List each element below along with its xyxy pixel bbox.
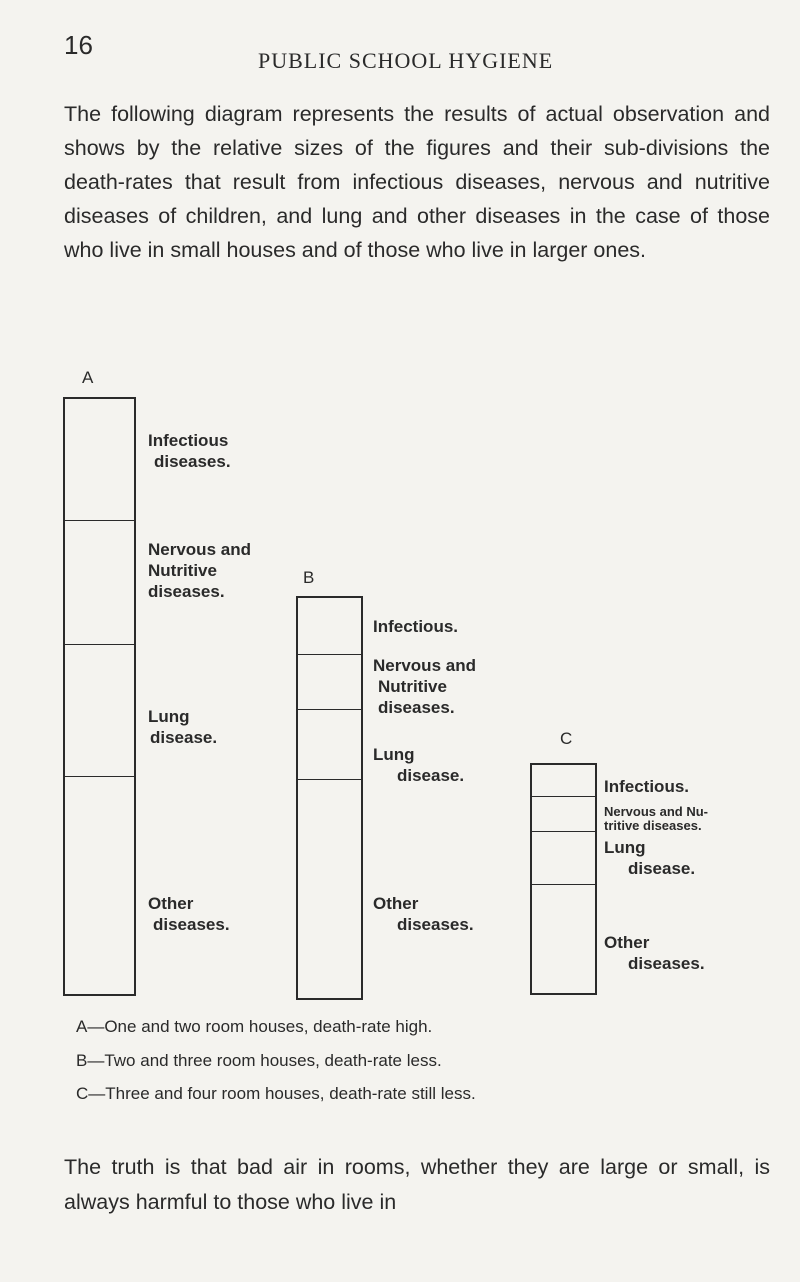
column-c-divider xyxy=(530,831,597,832)
column-a-other-label: Other diseases. xyxy=(148,894,230,934)
closing-paragraph: The truth is that bad air in rooms, whether they are large or small, is always harmful to those who live in xyxy=(64,1155,770,1214)
column-c-divider xyxy=(530,796,597,797)
caption-b: B—Two and three room houses, death-rate less. xyxy=(76,1051,442,1070)
column-b-divider xyxy=(296,654,363,655)
column-b-divider xyxy=(296,779,363,780)
column-b-box xyxy=(296,596,363,1000)
column-b-divider xyxy=(296,709,363,710)
column-c-infectious-label: Infectious. xyxy=(604,777,690,796)
column-b-other-label: Other diseases. xyxy=(373,894,474,934)
column-a-nervous-label: Nervous and Nutritive diseases. xyxy=(148,540,251,601)
column-c-nervous-label: Nervous and Nu- tritive diseases. xyxy=(604,804,709,833)
column-a-divider xyxy=(63,776,136,777)
column-c-divider xyxy=(530,884,597,885)
column-c-box xyxy=(530,763,597,995)
caption-c: C—Three and four room houses, death-rate still less. xyxy=(76,1084,476,1103)
intro-paragraph: The following diagram represents the results of actual observation and shows by the relative sizes of the figures and their sub-divisions the death-rates that result from infectious diseases, nervous and nutritive diseases of children, and lung and other diseases in the case of those who live in small houses and of those who live in larger ones. xyxy=(64,102,770,262)
column-a-divider xyxy=(63,644,136,645)
column-a-divider xyxy=(63,520,136,521)
column-a-box xyxy=(63,397,136,996)
column-c-label: C xyxy=(560,729,573,748)
column-b-label: B xyxy=(303,568,315,587)
column-a-infectious-label: Infectious diseases. xyxy=(148,431,231,471)
column-b-lung-label: Lung disease. xyxy=(373,745,465,785)
column-b-infectious-label: Infectious. xyxy=(373,617,459,636)
caption-a: A—One and two room houses, death-rate high. xyxy=(76,1017,433,1036)
column-c-lung-label: Lung disease. xyxy=(604,838,696,878)
column-b-nervous-label: Nervous and Nutritive diseases. xyxy=(373,656,476,717)
running-head: PUBLIC SCHOOL HYGIENE xyxy=(258,48,554,73)
page-number: 16 xyxy=(64,30,93,60)
column-c-other-label: Other diseases. xyxy=(604,933,705,973)
column-a-lung-label: Lung disease. xyxy=(148,707,218,747)
column-a-label: A xyxy=(82,368,94,387)
